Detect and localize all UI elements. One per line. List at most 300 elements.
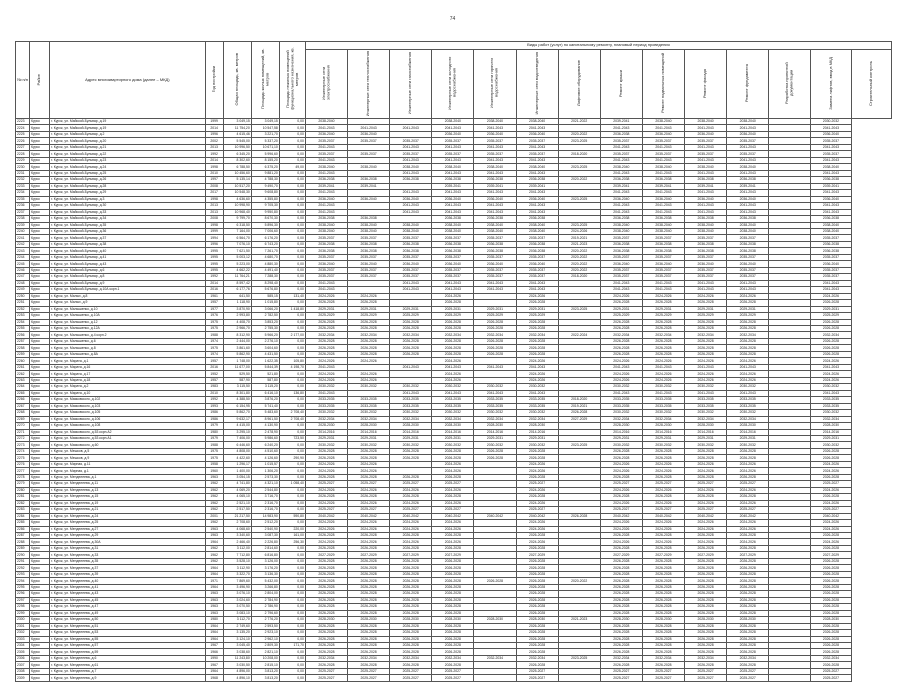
cell-work-period: 2036-2040 <box>390 196 432 202</box>
cell-year-built: 1962 <box>205 507 223 513</box>
cell-work-period: 2041-2043 <box>727 280 769 286</box>
cell-work-period: 2026-2028 <box>685 662 727 668</box>
cell-living-area: 8 155,20 <box>251 157 279 163</box>
cell-row-number: 2232 <box>16 177 30 183</box>
cell-work-period: 2036-2040 <box>305 261 347 267</box>
cell-work-period: 2025-2029 <box>685 313 727 319</box>
cell-address: г. Курск, ул. Менделеева, д.55 <box>50 636 206 642</box>
cell-total-area: 4 741,80 <box>223 481 251 487</box>
cell-work-period: 2041-2043 <box>305 390 347 396</box>
cell-work-period: 2033-2035 <box>348 403 390 409</box>
cell-work-period: 2036-2040 <box>348 131 390 137</box>
cell-work-period: 2020-2022 <box>558 261 600 267</box>
cell-nonliving-area: 0,00 <box>279 591 305 597</box>
cell-work-period: 2026-2028 <box>432 584 474 590</box>
cell-district: Курск <box>30 507 50 513</box>
cell-district: Курск <box>30 423 50 429</box>
cell-work-period: 2030-2032 <box>600 384 642 390</box>
cell-work-period: 2026-2028 <box>811 565 851 571</box>
cell-work-period: 2026-2028 <box>305 571 347 577</box>
cell-work-period: 2025-2027 <box>432 481 474 487</box>
cell-living-area: 2 316,70 <box>251 500 279 506</box>
cell-total-area: 8 301,80 <box>223 390 251 396</box>
cell-work-period: 2024-2026 <box>600 500 642 506</box>
cell-district: Курск <box>30 248 50 254</box>
cell-district: Курск <box>30 584 50 590</box>
cell-work-period: 2026-2028 <box>348 448 390 454</box>
cell-work-period: 2036-2040 <box>811 131 851 137</box>
cell-work-period: 2026-2028 <box>642 545 684 551</box>
cell-row-number: 2253 <box>16 313 30 319</box>
cell-work-period: 2024-2026 <box>348 377 390 383</box>
cell-work-period: 2026-2028 <box>432 533 474 539</box>
cell-work-period: 2030-2032 <box>305 410 347 416</box>
cell-work-period: 2026-2028 <box>348 578 390 584</box>
cell-work-period: 2032-2034 <box>305 332 347 338</box>
cell-work-period: 2024-2026 <box>727 487 769 493</box>
cell-address: г. Курск, ул. Мешков, д.9 <box>50 455 206 461</box>
cell-work-period: 2041-2043 <box>390 157 432 163</box>
cell-work-period: 2028-2030 <box>432 423 474 429</box>
cell-total-area: 11 764,21 <box>223 274 251 280</box>
cell-work-period: 2035-2037 <box>600 235 642 241</box>
cell-work-period: 2041-2043 <box>305 364 347 370</box>
cell-work-period: 2024-2026 <box>642 293 684 299</box>
cell-work-period: 2041-2043 <box>727 157 769 163</box>
cell-work-period: 2039-2041 <box>600 119 642 125</box>
cell-district: Курск <box>30 151 50 157</box>
cell-work-period: 2026-2028 <box>727 455 769 461</box>
cell-work-period: 2038-2040 <box>642 164 684 170</box>
cell-district: Курск <box>30 655 50 661</box>
cell-work-period: 2024-2026 <box>642 500 684 506</box>
cell-row-number: 2237 <box>16 209 30 215</box>
cell-work-period: 2026-2028 <box>811 338 851 344</box>
cell-district: Курск <box>30 170 50 176</box>
cell-work-period: 2025-2027 <box>642 507 684 513</box>
cell-nonliving-area: 0,00 <box>279 565 305 571</box>
cell-row-number: 2234 <box>16 190 30 196</box>
cell-work-period: 2041-2043 <box>600 364 642 370</box>
cell-row-number: 2280 <box>16 487 30 493</box>
cell-row-number: 2258 <box>16 345 30 351</box>
cell-work-period: 2026-2028 <box>811 448 851 454</box>
cell-district: Курск <box>30 338 50 344</box>
cell-work-period: 2036-2040 <box>348 196 390 202</box>
cell-row-number: 2236 <box>16 203 30 209</box>
col-header-work: Инженерные сети газоснабжения <box>390 50 432 119</box>
cell-district: Курск <box>30 410 50 416</box>
cell-work-period: 2033-2035 <box>727 403 769 409</box>
cell-total-area: 3 496,90 <box>223 584 251 590</box>
cell-work-period: 2036-2038 <box>685 248 727 254</box>
cell-year-built: 1962 <box>205 487 223 493</box>
cell-work-period <box>558 675 600 681</box>
cell-work-period: 2041-2043 <box>642 125 684 131</box>
cell-living-area: 1 015,57 <box>251 461 279 467</box>
cell-work-period: 2024-2026 <box>727 358 769 364</box>
cell-work-period: 2026-2028 <box>727 345 769 351</box>
cell-work-period: 2026-2028 <box>474 326 516 332</box>
cell-work-period: 2032-2034 <box>305 655 347 661</box>
cell-work-period: 2030-2032 <box>516 384 558 390</box>
cell-address: г. Курск, ул. Майской-Бульвар, д.19 <box>50 125 206 131</box>
cell-address: г. Курск, ул. Майской-Бульвар, д.20 <box>50 138 206 144</box>
cell-work-period: 2026-2028 <box>600 338 642 344</box>
cell-district: Курск <box>30 539 50 545</box>
cell-work-period: 2041-2043 <box>474 209 516 215</box>
cell-work-period: 2032-2034 <box>348 655 390 661</box>
cell-work-period: 2032-2034 <box>727 416 769 422</box>
cell-work-period: 2028-2030 <box>727 617 769 623</box>
cell-row-number: 2300 <box>16 617 30 623</box>
cell-work-period: 2038-2040 <box>685 119 727 125</box>
cell-work-period: 2026-2028 <box>432 326 474 332</box>
cell-work-period: 2040-2042 <box>305 513 347 519</box>
cell-address: г. Курск, ул. Малышенко, д.12 <box>50 319 206 325</box>
cell-work-period: 2026-2028 <box>432 604 474 610</box>
cell-living-area: 9 881,20 <box>251 170 279 176</box>
cell-work-period: 2036-2038 <box>685 241 727 247</box>
cell-district: Курск <box>30 668 50 674</box>
cell-nonliving-area: 0,00 <box>279 468 305 474</box>
cell-work-period: 2027-2029 <box>811 552 851 558</box>
cell-living-area: 521,80 <box>251 371 279 377</box>
cell-row-number: 2308 <box>16 668 30 674</box>
cell-work-period: 2038-2040 <box>727 222 769 228</box>
cell-address: г. Курск, ул. Майской-Бульвар, д.30 <box>50 203 206 209</box>
cell-work-period: 2026-2028 <box>600 604 642 610</box>
cell-address: г. Курск, ул. Менделеева, д.41 <box>50 584 206 590</box>
cell-living-area: 6 375,20 <box>251 164 279 170</box>
cell-work-period: 2032-2034 <box>474 655 516 661</box>
cell-work-period: 2025-2027 <box>390 481 432 487</box>
cell-living-area: 3 266,80 <box>251 584 279 590</box>
cell-work-period: 2024-2026 <box>348 520 390 526</box>
cell-work-period: 2027-2029 <box>432 552 474 558</box>
cell-work-period: 2023-2025 <box>558 164 600 170</box>
cell-total-area: 2 517,50 <box>223 507 251 513</box>
cell-work-period: 2024-2026 <box>305 358 347 364</box>
cell-work-period: 2039-2041 <box>642 183 684 189</box>
cell-work-period: 2036-2038 <box>685 177 727 183</box>
cell-work-period: 2026-2028 <box>432 300 474 306</box>
cell-year-built: 1986 <box>205 410 223 416</box>
cell-work-period: 2024-2026 <box>305 539 347 545</box>
cell-work-period: 2028-2030 <box>432 617 474 623</box>
cell-work-period: 2032-2034 <box>642 332 684 338</box>
cell-work-period: 2024-2026 <box>305 461 347 467</box>
cell-work-period: 2035-2037 <box>600 274 642 280</box>
cell-work-period: 2020-2022 <box>558 578 600 584</box>
cell-work-period: 2029-2031 <box>390 306 432 312</box>
cell-year-built: 1958 <box>205 461 223 467</box>
cell-address: г. Курск, ул. Марата, д.2 <box>50 384 206 390</box>
cell-work-period: 2041-2043 <box>727 203 769 209</box>
cell-district: Курск <box>30 397 50 403</box>
cell-nonliving-area: 0,00 <box>279 267 305 273</box>
cell-work-period: 2026-2028 <box>305 494 347 500</box>
cell-work-period: 2026-2028 <box>727 584 769 590</box>
cell-work-period: 2041-2043 <box>474 157 516 163</box>
cell-work-period: 2036-2040 <box>685 261 727 267</box>
cell-work-period: 2024-2026 <box>516 377 558 383</box>
cell-work-period: 2026-2028 <box>390 584 432 590</box>
cell-total-area: 5 862,70 <box>223 410 251 416</box>
cell-work-period: 2026-2028 <box>516 597 558 603</box>
cell-total-area: 5 545,00 <box>223 138 251 144</box>
cell-total-area: 11 754,20 <box>223 125 251 131</box>
cell-work-period: 2041-2043 <box>600 209 642 215</box>
cell-work-period: 2041-2043 <box>516 287 558 293</box>
cell-year-built: 1964 <box>205 539 223 545</box>
cell-living-area: 3 813,20 <box>251 668 279 674</box>
cell-district: Курск <box>30 358 50 364</box>
cell-work-period: 2028-2030 <box>305 423 347 429</box>
cell-nonliving-area: 105,80 <box>279 358 305 364</box>
cell-total-area: 4 388,50 <box>223 397 251 403</box>
cell-work-period: 2024-2026 <box>348 526 390 532</box>
cell-work-period: 2024-2026 <box>432 377 474 383</box>
cell-work-period: 2035-2037 <box>432 235 474 241</box>
cell-district: Курск <box>30 306 50 312</box>
cell-work-period: 2026-2028 <box>727 610 769 616</box>
cell-work-period: 2025-2027 <box>390 675 432 681</box>
cell-nonliving-area: 0,00 <box>279 610 305 616</box>
cell-work-period: 2026-2028 <box>474 448 516 454</box>
col-header-work: Строительный контроль <box>851 50 892 119</box>
cell-work-period: 2035-2037 <box>642 274 684 280</box>
cell-address: г. Курск, ул. Марата, д.17 <box>50 371 206 377</box>
cell-work-period: 2024-2026 <box>811 293 851 299</box>
cell-work-period: 2036-2040 <box>727 261 769 267</box>
cell-row-number: 2229 <box>16 157 30 163</box>
cell-work-period: 2041-2043 <box>727 125 769 131</box>
cell-work-period: 2038-2040 <box>685 222 727 228</box>
cell-work-period: 2035-2037 <box>305 235 347 241</box>
cell-work-period: 2026-2028 <box>600 571 642 577</box>
cell-work-period: 2030-2032 <box>811 442 851 448</box>
cell-year-built: 2002 <box>205 138 223 144</box>
cell-year-built: 1968 <box>205 675 223 681</box>
cell-work-period: 2026-2028 <box>811 604 851 610</box>
cell-work-period: 2026-2028 <box>685 630 727 636</box>
cell-work-period: 2032-2034 <box>600 332 642 338</box>
cell-living-area: 3 221,70 <box>251 131 279 137</box>
cell-district: Курск <box>30 332 50 338</box>
cell-work-period: 2038-2040 <box>642 222 684 228</box>
cell-living-area: 3 136,30 <box>251 571 279 577</box>
cell-work-period: 2036-2038 <box>600 216 642 222</box>
cell-work-period: 2030-2032 <box>685 410 727 416</box>
cell-work-period: 2032-2034 <box>811 332 851 338</box>
cell-work-period: 2041-2043 <box>642 170 684 176</box>
cell-work-period: 2026-2028 <box>685 571 727 577</box>
cell-nonliving-area: 0,00 <box>279 228 305 234</box>
cell-work-period: 2026-2028 <box>727 578 769 584</box>
cell-work-period: 2024-2026 <box>642 461 684 467</box>
cell-work-period: 2040-2042 <box>474 513 516 519</box>
col-header-address: Адрес многоквартирного дома (далее – МКД) <box>50 42 206 119</box>
cell-row-number: 2289 <box>16 545 30 551</box>
cell-work-period: 2020-2022 <box>558 248 600 254</box>
cell-total-area: 3 861,60 <box>223 345 251 351</box>
cell-work-period: 2040-2042 <box>811 513 851 519</box>
cell-work-period: 2032-2034 <box>390 416 432 422</box>
cell-work-period: 2035-2037 <box>516 151 558 157</box>
cell-year-built: 1964 <box>205 623 223 629</box>
cell-work-period: 2036-2038 <box>305 248 347 254</box>
cell-total-area: 3 112,00 <box>223 545 251 551</box>
cell-work-period: 2030-2032 <box>811 410 851 416</box>
cell-year-built: 1957 <box>205 300 223 306</box>
cell-total-area: 6 564,70 <box>223 235 251 241</box>
cell-nonliving-area: 0,00 <box>279 487 305 493</box>
cell-living-area: 3 813,20 <box>251 675 279 681</box>
cell-district: Курск <box>30 442 50 448</box>
cell-district: Курск <box>30 384 50 390</box>
cell-work-period: 2026-2028 <box>642 455 684 461</box>
cell-work-period: 2026-2028 <box>727 565 769 571</box>
cell-work-period: 2025-2029 <box>474 313 516 319</box>
cell-living-area: 6 176,20 <box>251 235 279 241</box>
cell-work-period: 2041-2043 <box>390 280 432 286</box>
cell-work-period: 2026-2028 <box>305 565 347 571</box>
cell-work-period: 2030-2032 <box>474 410 516 416</box>
cell-work-period: 2026-2028 <box>348 630 390 636</box>
col-header-work: Ремонт фасада <box>685 50 727 119</box>
cell-work-period: 2041-2043 <box>516 203 558 209</box>
cell-total-area: 3 112,90 <box>223 565 251 571</box>
cell-nonliving-area: 0,00 <box>279 377 305 383</box>
cell-total-area: 9 632,17 <box>223 416 251 422</box>
cell-district: Курск <box>30 500 50 506</box>
cell-work-period: 2030-2032 <box>474 384 516 390</box>
cell-work-period: 2026-2028 <box>348 455 390 461</box>
cell-work-period: 2038-2040 <box>474 228 516 234</box>
cell-work-period: 2029-2031 <box>516 435 558 441</box>
cell-work-period: 2026-2028 <box>685 597 727 603</box>
cell-nonliving-area: 0,00 <box>279 151 305 157</box>
cell-work-period: 2036-2040 <box>305 196 347 202</box>
col-header-work: Инженерные сети холодного водоснабжения <box>432 50 474 119</box>
cell-work-period: 2032-2034 <box>600 655 642 661</box>
cell-work-period: 2028-2030 <box>348 617 390 623</box>
cell-year-built: 1962 <box>205 545 223 551</box>
cell-work-period: 2024-2026 <box>685 468 727 474</box>
cell-work-period: 2036-2038 <box>390 177 432 183</box>
cell-work-period: 2035-2037 <box>685 254 727 260</box>
cell-work-period: 2035-2037 <box>305 254 347 260</box>
cell-living-area: 4 321,10 <box>251 481 279 487</box>
cell-address: г. Курск, ул. Менделеева, д.33 <box>50 552 206 558</box>
cell-work-period: 2032-2034 <box>305 416 347 422</box>
cell-work-period: 2035-2037 <box>516 267 558 273</box>
cell-nonliving-area: 0,00 <box>279 423 305 429</box>
col-header-nonliving-area: Площадь нежилых помещений функционального назначения, кв. метров <box>279 42 305 119</box>
cell-work-period: 2026-2028 <box>600 545 642 551</box>
cell-work-period: 2024-2026 <box>727 377 769 383</box>
cell-row-number: 2299 <box>16 610 30 616</box>
cell-address: г. Курск, ул. Майской-Бульвар, д.40 <box>50 248 206 254</box>
cell-work-period: 2025-2027 <box>305 481 347 487</box>
cell-work-period: 2026-2028 <box>432 571 474 577</box>
cell-work-period: 2035-2037 <box>811 254 851 260</box>
cell-nonliving-area: 4 198,70 <box>279 364 305 370</box>
cell-district: Курск <box>30 617 50 623</box>
cell-living-area: 2 814,60 <box>251 545 279 551</box>
cell-work-period: 2021-2023 <box>558 241 600 247</box>
cell-nonliving-area: 0,00 <box>279 630 305 636</box>
cell-work-period: 2035-2037 <box>432 267 474 273</box>
cell-work-period: 2029-2031 <box>474 306 516 312</box>
cell-year-built: 1979 <box>205 423 223 429</box>
cell-work-period: 2029-2031 <box>348 306 390 312</box>
cell-district: Курск <box>30 435 50 441</box>
cell-work-period: 2025-2027 <box>685 668 727 674</box>
cell-work-period: 2032-2034 <box>685 332 727 338</box>
cell-work-period: 2033-2035 <box>432 403 474 409</box>
cell-work-period: 2026-2028 <box>642 338 684 344</box>
cell-row-number: 2302 <box>16 630 30 636</box>
cell-row-number: 2274 <box>16 448 30 454</box>
cell-work-period: 2033-2035 <box>685 397 727 403</box>
cell-work-period: 2026-2028 <box>600 351 642 357</box>
cell-total-area: 3 045,40 <box>223 642 251 648</box>
cell-work-period: 2038-2040 <box>516 119 558 125</box>
cell-work-period: 2041-2043 <box>305 287 347 293</box>
cell-work-period: 2035-2037 <box>811 138 851 144</box>
cell-work-period: 2041-2043 <box>474 203 516 209</box>
cell-total-area: 3 070,50 <box>223 604 251 610</box>
cell-work-period: 2026-2028 <box>600 326 642 332</box>
cell-nonliving-area: 0,00 <box>279 287 305 293</box>
cell-total-area: 7 712,80 <box>223 552 251 558</box>
cell-work-period: 2024-2026 <box>432 526 474 532</box>
cell-work-period: 2026-2028 <box>390 345 432 351</box>
cell-address: г. Курск, ул. Майской-Бульвар, д.26 <box>50 177 206 183</box>
cell-work-period: 2036-2038 <box>432 216 474 222</box>
cell-row-number: 2261 <box>16 364 30 370</box>
cell-row-number: 2270 <box>16 423 30 429</box>
cell-work-period: 2036-2038 <box>642 216 684 222</box>
cell-nonliving-area: 0,00 <box>279 403 305 409</box>
cell-work-period: 2038-2040 <box>727 228 769 234</box>
cell-district: Курск <box>30 183 50 189</box>
cell-work-period: 2030-2032 <box>642 384 684 390</box>
cell-work-period: 2030-2032 <box>600 410 642 416</box>
cell-work-period: 2036-2038 <box>390 248 432 254</box>
cell-work-period: 2026-2028 <box>390 591 432 597</box>
cell-work-period: 2036-2038 <box>516 248 558 254</box>
cell-work-period: 2036-2038 <box>432 241 474 247</box>
cell-total-area: 6 154,95 <box>223 403 251 409</box>
cell-living-area: 5 844,39 <box>251 364 279 370</box>
cell-nonliving-area: 0,00 <box>279 345 305 351</box>
cell-work-period: 2026-2028 <box>811 630 851 636</box>
cell-work-period: 2024-2026 <box>685 358 727 364</box>
cell-row-number: 2247 <box>16 274 30 280</box>
cell-work-period: 2026-2028 <box>642 533 684 539</box>
cell-living-area: 2 962,10 <box>251 636 279 642</box>
cell-work-period: 2026-2028 <box>811 545 851 551</box>
cell-work-period: 2026-2028 <box>390 448 432 454</box>
cell-work-period: 2038-2040 <box>390 228 432 234</box>
cell-work-period: 2036-2038 <box>305 177 347 183</box>
cell-work-period: 2030-2032 <box>432 410 474 416</box>
cell-total-area: 4 408,70 <box>223 319 251 325</box>
cell-nonliving-area: 0,00 <box>279 170 305 176</box>
